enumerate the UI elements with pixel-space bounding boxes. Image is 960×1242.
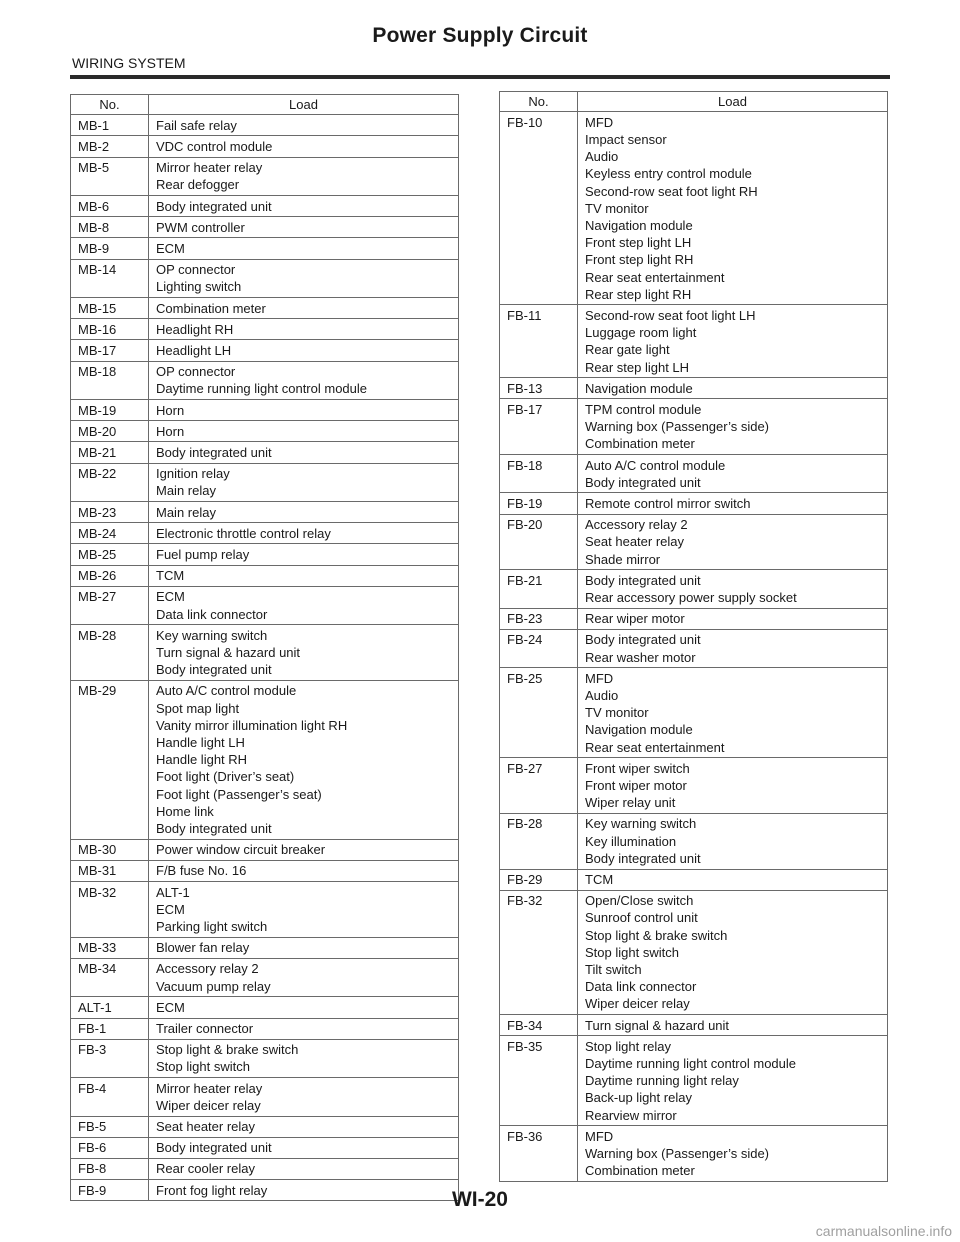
load-item: Turn signal & hazard unit xyxy=(585,1017,730,1033)
load-cell xyxy=(149,361,459,399)
fuse-number: FB-17 xyxy=(500,399,578,455)
load-item: Sunroof control unit xyxy=(585,910,698,926)
table-row xyxy=(71,442,459,463)
load-item: Key illumination xyxy=(585,833,677,849)
load-item: Impact sensor xyxy=(585,131,667,147)
table-row xyxy=(71,136,459,157)
load-item: Rear seat entertainment xyxy=(585,269,725,285)
table-row xyxy=(71,196,459,217)
load-item: OP connector xyxy=(156,364,236,380)
table-row xyxy=(71,860,459,881)
load-item: VDC control module xyxy=(156,138,273,154)
fuse-number: MB-33 xyxy=(71,937,149,958)
fuse-number: MB-26 xyxy=(71,565,149,586)
table-row xyxy=(71,1078,459,1116)
table-row xyxy=(71,115,459,136)
fuse-number: FB-32 xyxy=(500,890,578,1014)
load-item: Stop light relay xyxy=(585,1038,671,1054)
load-cell xyxy=(149,1078,459,1116)
load-item: TCM xyxy=(585,872,614,888)
load-cell xyxy=(578,514,888,570)
load-item: Accessory relay 2 xyxy=(585,517,688,533)
table-row xyxy=(71,217,459,238)
load-item: Keyless entry control module xyxy=(585,166,752,182)
load-cell xyxy=(149,997,459,1018)
table-row xyxy=(500,514,888,570)
load-item: Home link xyxy=(156,803,214,819)
load-item: MFD xyxy=(585,114,614,130)
table-row xyxy=(71,586,459,624)
table-body xyxy=(71,115,459,1201)
fuse-number: MB-23 xyxy=(71,502,149,523)
column-header-load: Load xyxy=(578,92,888,112)
fuse-number: MB-17 xyxy=(71,340,149,361)
load-item: Stop light & brake switch xyxy=(156,1042,299,1058)
table-row xyxy=(500,1015,888,1036)
load-cell xyxy=(578,890,888,1014)
table-row xyxy=(71,1116,459,1137)
load-cell xyxy=(149,937,459,958)
fuse-number: MB-18 xyxy=(71,361,149,399)
table-row xyxy=(71,298,459,319)
table-row xyxy=(500,890,888,1014)
load-item: Rearview mirror xyxy=(585,1107,677,1123)
load-item: Rear step light LH xyxy=(585,359,690,375)
table-row xyxy=(71,997,459,1018)
load-item: MFD xyxy=(585,1128,614,1144)
fuse-number: MB-9 xyxy=(71,238,149,259)
load-cell xyxy=(149,1158,459,1179)
load-cell xyxy=(149,217,459,238)
load-item: Body integrated unit xyxy=(156,198,272,214)
load-item: Second-row seat foot light RH xyxy=(585,183,758,199)
load-item: Navigation module xyxy=(585,380,693,396)
load-cell xyxy=(149,442,459,463)
load-item: Vacuum pump relay xyxy=(156,978,271,994)
table-row xyxy=(500,1126,888,1182)
load-item: ECM xyxy=(156,901,185,917)
load-cell xyxy=(149,1116,459,1137)
load-item: Stop light & brake switch xyxy=(585,927,728,943)
section-title: WIRING SYSTEM xyxy=(72,55,186,71)
fuse-number: FB-1 xyxy=(71,1018,149,1039)
load-item: Data link connector xyxy=(585,979,697,995)
load-item: Daytime running light relay xyxy=(585,1073,739,1089)
load-cell xyxy=(149,502,459,523)
load-item: Mirror heater relay xyxy=(156,160,263,176)
load-cell xyxy=(149,882,459,938)
table-row xyxy=(71,502,459,523)
load-cell xyxy=(149,860,459,881)
load-item: Handle light LH xyxy=(156,735,245,750)
fuse-number: FB-27 xyxy=(500,758,578,814)
load-cell xyxy=(149,544,459,565)
load-item: Fuel pump relay xyxy=(156,546,250,562)
fuse-number: MB-31 xyxy=(71,860,149,881)
load-cell xyxy=(578,758,888,814)
table-row xyxy=(500,813,888,869)
fuse-number: FB-4 xyxy=(71,1078,149,1116)
load-item: Stop light switch xyxy=(585,944,679,960)
table-row xyxy=(500,758,888,814)
load-item: Luggage room light xyxy=(585,325,697,341)
load-item: Key warning switch xyxy=(585,816,697,832)
table-row xyxy=(500,493,888,514)
load-item: Body integrated unit xyxy=(156,821,272,837)
load-cell xyxy=(149,523,459,544)
fuse-number: FB-6 xyxy=(71,1137,149,1158)
load-item: Shade mirror xyxy=(585,551,661,567)
load-item: Wiper relay unit xyxy=(585,795,676,811)
fuse-number: FB-11 xyxy=(500,305,578,378)
page-number: WI-20 xyxy=(451,1188,508,1211)
fuse-number: FB-8 xyxy=(71,1158,149,1179)
fuse-number: MB-29 xyxy=(71,680,149,839)
table-row xyxy=(71,259,459,297)
load-item: Auto A/C control module xyxy=(156,683,297,699)
fuse-number: MB-1 xyxy=(71,115,149,136)
table-row xyxy=(71,839,459,860)
load-item: Handle light RH xyxy=(156,752,248,768)
table-header-row xyxy=(500,92,888,112)
load-cell xyxy=(578,378,888,399)
fuse-number: FB-21 xyxy=(500,570,578,608)
fuse-number: FB-13 xyxy=(500,378,578,399)
load-cell xyxy=(149,586,459,624)
load-item: Accessory relay 2 xyxy=(156,961,259,977)
load-item: Headlight RH xyxy=(156,321,234,337)
load-cell xyxy=(578,1126,888,1182)
load-cell xyxy=(578,608,888,629)
load-item: Front step light LH xyxy=(585,235,692,251)
load-item: Parking light switch xyxy=(156,919,268,935)
load-item: Key warning switch xyxy=(156,627,268,643)
load-item: Body integrated unit xyxy=(156,1140,272,1156)
load-item: Foot light (Passenger’s seat) xyxy=(156,786,322,802)
load-item: Fail safe relay xyxy=(156,117,237,133)
table-row xyxy=(500,378,888,399)
load-item: Audio xyxy=(585,149,619,165)
load-item: ECM xyxy=(156,240,185,256)
load-item: Warning box (Passenger’s side) xyxy=(585,1146,770,1162)
load-cell xyxy=(149,680,459,839)
table-row xyxy=(71,319,459,340)
fuse-number: FB-23 xyxy=(500,608,578,629)
load-item: ALT-1 xyxy=(156,884,190,900)
load-cell xyxy=(578,399,888,455)
fuse-number: FB-36 xyxy=(500,1126,578,1182)
load-item: Back-up light relay xyxy=(585,1090,692,1106)
load-item: Body integrated unit xyxy=(585,572,701,588)
load-item: OP connector xyxy=(156,262,236,278)
load-item: Data link connector xyxy=(156,606,268,622)
table-row xyxy=(71,1039,459,1077)
watermark: carmanualsonline.info xyxy=(815,1223,952,1239)
load-item: ECM xyxy=(156,589,185,605)
load-item: Audio xyxy=(585,688,619,703)
load-item: Main relay xyxy=(156,483,216,499)
load-cell xyxy=(578,869,888,890)
load-cell xyxy=(578,629,888,667)
fuse-number: FB-28 xyxy=(500,813,578,869)
load-item: Main relay xyxy=(156,504,216,520)
load-item: Auto A/C control module xyxy=(585,457,726,473)
load-item: Combination meter xyxy=(585,436,695,452)
table-row xyxy=(500,399,888,455)
load-item: Rear step light RH xyxy=(585,286,692,302)
load-item: Navigation module xyxy=(585,217,693,233)
fuse-number: FB-29 xyxy=(500,869,578,890)
fuse-number: FB-34 xyxy=(500,1015,578,1036)
fuse-number: MB-5 xyxy=(71,157,149,195)
load-item: Rear defogger xyxy=(156,177,240,193)
load-cell xyxy=(149,157,459,195)
header-rule xyxy=(70,75,890,79)
load-item: Body integrated unit xyxy=(156,444,272,460)
table-row xyxy=(71,400,459,421)
load-item: Rear washer motor xyxy=(585,649,696,665)
load-cell xyxy=(149,196,459,217)
load-item: MFD xyxy=(585,670,614,686)
load-item: PWM controller xyxy=(156,219,245,235)
load-cell xyxy=(578,1015,888,1036)
load-cell xyxy=(149,400,459,421)
fuse-number: FB-18 xyxy=(500,455,578,493)
load-item: Stop light switch xyxy=(156,1059,250,1075)
load-cell xyxy=(149,319,459,340)
load-cell xyxy=(149,1137,459,1158)
table-row xyxy=(500,455,888,493)
fuse-number: MB-19 xyxy=(71,400,149,421)
fuse-number: ALT-1 xyxy=(71,997,149,1018)
load-cell xyxy=(149,136,459,157)
load-item: Horn xyxy=(156,423,185,439)
load-item: Body integrated unit xyxy=(585,850,701,866)
load-item: Mirror heater relay xyxy=(156,1080,263,1096)
table-row xyxy=(71,238,459,259)
fuse-number: MB-6 xyxy=(71,196,149,217)
table-row xyxy=(71,625,459,681)
load-cell xyxy=(149,238,459,259)
table-row xyxy=(71,1018,459,1039)
load-item: Body integrated unit xyxy=(156,662,272,678)
fuse-number: FB-10 xyxy=(500,112,578,305)
load-cell xyxy=(578,813,888,869)
load-item: Remote control mirror switch xyxy=(585,495,751,511)
fuse-number: FB-20 xyxy=(500,514,578,570)
load-cell xyxy=(149,565,459,586)
fuse-load-table-right xyxy=(499,91,888,1182)
fuse-number: MB-21 xyxy=(71,442,149,463)
fuse-number: MB-8 xyxy=(71,217,149,238)
load-item: Warning box (Passenger’s side) xyxy=(585,419,770,435)
load-item: F/B fuse No. 16 xyxy=(156,863,247,879)
fuse-number: FB-3 xyxy=(71,1039,149,1077)
load-item: Turn signal & hazard unit xyxy=(156,644,301,660)
load-item: Second-row seat foot light LH xyxy=(585,307,756,323)
load-item: Open/Close switch xyxy=(585,893,694,909)
load-item: Spot map light xyxy=(156,700,240,716)
table-row xyxy=(71,937,459,958)
load-item: Rear gate light xyxy=(585,342,670,358)
column-header-no: No. xyxy=(500,92,578,112)
table-row xyxy=(500,629,888,667)
load-item: TCM xyxy=(156,568,185,584)
load-item: Seat heater relay xyxy=(156,1119,256,1135)
fuse-number: MB-20 xyxy=(71,421,149,442)
load-item: Front wiper switch xyxy=(585,760,690,776)
load-item: ECM xyxy=(156,999,185,1015)
load-cell xyxy=(149,463,459,501)
load-cell xyxy=(578,305,888,378)
fuse-number: FB-9 xyxy=(71,1180,149,1201)
load-item: Daytime running light control module xyxy=(156,381,367,397)
load-item: Rear accessory power supply socket xyxy=(585,589,797,605)
load-item: TV monitor xyxy=(585,705,649,721)
table-row xyxy=(71,340,459,361)
load-cell xyxy=(578,1036,888,1126)
load-cell xyxy=(149,298,459,319)
load-item: Rear wiper motor xyxy=(585,611,685,627)
table-row xyxy=(71,463,459,501)
load-cell xyxy=(149,625,459,681)
load-item: Front step light RH xyxy=(585,252,694,268)
load-item: Tilt switch xyxy=(585,962,642,978)
fuse-number: MB-2 xyxy=(71,136,149,157)
load-item: Combination meter xyxy=(585,1163,695,1179)
table-body xyxy=(500,112,888,1182)
load-item: Body integrated unit xyxy=(585,632,701,648)
table-row xyxy=(500,112,888,305)
load-item: Power window circuit breaker xyxy=(156,842,326,858)
column-header-no: No. xyxy=(71,95,149,115)
table-row xyxy=(500,570,888,608)
fuse-number: MB-30 xyxy=(71,839,149,860)
load-cell xyxy=(149,421,459,442)
load-item: Rear seat entertainment xyxy=(585,739,725,755)
load-cell xyxy=(578,112,888,305)
table-row xyxy=(71,680,459,839)
load-item: Vanity mirror illumination light RH xyxy=(156,717,348,733)
load-item: Ignition relay xyxy=(156,466,230,482)
load-item: Blower fan relay xyxy=(156,940,250,956)
fuse-number: MB-24 xyxy=(71,523,149,544)
load-item: Electronic throttle control relay xyxy=(156,525,331,541)
load-cell xyxy=(578,455,888,493)
load-cell xyxy=(149,115,459,136)
load-item: Horn xyxy=(156,402,185,418)
load-item: Lighting switch xyxy=(156,279,242,295)
load-item: Trailer connector xyxy=(156,1021,254,1037)
load-item: Headlight LH xyxy=(156,342,232,358)
fuse-number: MB-27 xyxy=(71,586,149,624)
fuse-number: MB-25 xyxy=(71,544,149,565)
fuse-number: MB-22 xyxy=(71,463,149,501)
table-row xyxy=(500,305,888,378)
load-item: Navigation module xyxy=(585,722,693,738)
load-item: Body integrated unit xyxy=(585,474,701,490)
fuse-number: FB-19 xyxy=(500,493,578,514)
fuse-number: MB-32 xyxy=(71,882,149,938)
load-cell xyxy=(149,340,459,361)
table-row xyxy=(71,421,459,442)
load-item: TPM control module xyxy=(585,401,702,417)
load-item: Daytime running light control module xyxy=(585,1056,796,1072)
load-cell xyxy=(578,493,888,514)
fuse-load-table-left xyxy=(70,94,459,1201)
table-row xyxy=(71,523,459,544)
load-item: Front wiper motor xyxy=(585,778,687,794)
table-row xyxy=(500,668,888,758)
table-row xyxy=(500,869,888,890)
fuse-number: MB-28 xyxy=(71,625,149,681)
fuse-number: FB-5 xyxy=(71,1116,149,1137)
table-row xyxy=(71,361,459,399)
table-row xyxy=(71,544,459,565)
load-item: Foot light (Driver’s seat) xyxy=(156,769,295,785)
fuse-number: FB-25 xyxy=(500,668,578,758)
column-header-load: Load xyxy=(149,95,459,115)
fuse-number: FB-24 xyxy=(500,629,578,667)
load-cell xyxy=(149,958,459,996)
load-item: Wiper deicer relay xyxy=(156,1097,261,1113)
table-header-row xyxy=(71,95,459,115)
load-item: TV monitor xyxy=(585,200,649,216)
load-cell xyxy=(149,1018,459,1039)
fuse-number: MB-14 xyxy=(71,259,149,297)
table-row xyxy=(500,608,888,629)
load-item: Wiper deicer relay xyxy=(585,996,690,1012)
load-item: Rear cooler relay xyxy=(156,1161,255,1177)
table-row xyxy=(71,1137,459,1158)
fuse-number: MB-16 xyxy=(71,319,149,340)
page-title: Power Supply Circuit xyxy=(372,24,588,47)
table-row xyxy=(71,1158,459,1179)
load-cell xyxy=(578,668,888,758)
fuse-number: MB-15 xyxy=(71,298,149,319)
fuse-number: MB-34 xyxy=(71,958,149,996)
load-item: Front fog light relay xyxy=(156,1182,268,1198)
table-row xyxy=(500,1036,888,1126)
load-cell xyxy=(149,259,459,297)
table-row xyxy=(71,882,459,938)
load-cell xyxy=(578,570,888,608)
load-cell xyxy=(149,839,459,860)
load-item: Combination meter xyxy=(156,300,266,316)
load-item: Seat heater relay xyxy=(585,534,685,550)
table-row xyxy=(71,157,459,195)
load-cell xyxy=(149,1039,459,1077)
table-row xyxy=(71,958,459,996)
table-row xyxy=(71,565,459,586)
fuse-number: FB-35 xyxy=(500,1036,578,1126)
